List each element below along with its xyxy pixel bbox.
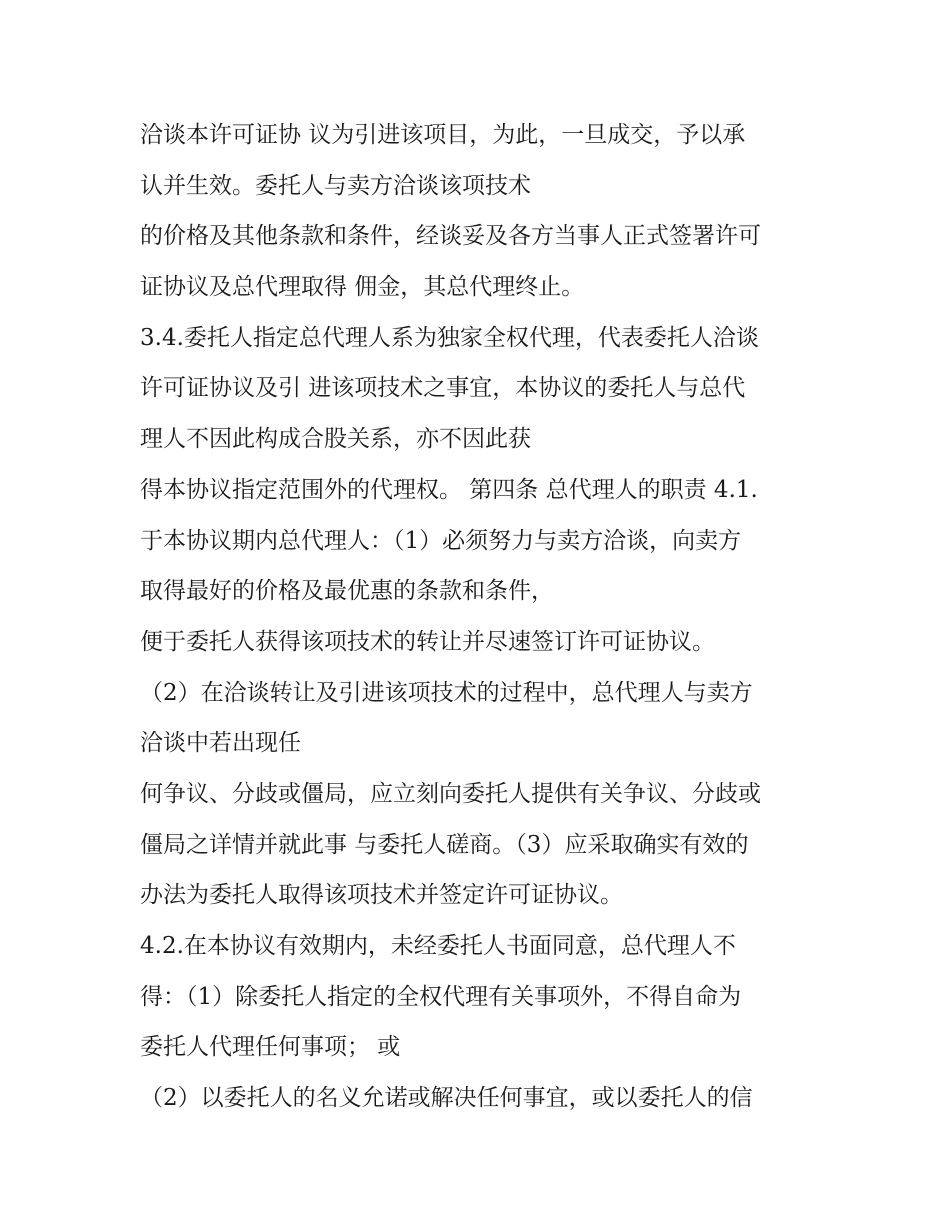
text-line: 委托人代理任何事项； 或 (140, 1034, 401, 1061)
text-line: 僵局之详情并就此事 与委托人磋商。（3）应采取确实有效的 (140, 831, 749, 858)
text-line: 洽谈中若出现任 (140, 730, 301, 757)
text-line: 取得最好的价格及最优惠的条款和条件， (140, 578, 554, 605)
text-line: 4.2.在本协议有效期内，未经委托人书面同意，总代理人不 (140, 933, 736, 959)
body-text (140, 110, 840, 1124)
text-line: 许可证协议及引 进该项技术之事宜，本协议的委托人与总代 (140, 375, 746, 402)
text-line: 于本协议期内总代理人：（1）必须努力与卖方洽谈，向卖方 (140, 527, 742, 554)
text-line: 的价格及其他条款和条件，经谈妥及各方当事人正式签署许可 (140, 223, 761, 250)
text-line: 便于委托人获得该项技术的转让并尽速签订许可证协议。 (140, 628, 715, 655)
text-line: 3.4.委托人指定总代理人系为独家全权代理，代表委托人洽谈 (140, 324, 759, 351)
text-line: 证协议及总代理取得 佣金，其总代理终止。 (140, 274, 585, 301)
text-line: 得：（1）除委托人指定的全权代理有关事项外，不得自命为 (140, 983, 742, 1010)
text-line: 认并生效。委托人与卖方洽谈该项技术 (140, 172, 531, 199)
text-line: （2）以委托人的名义允诺或解决任何事宜，或以委托人的信 (140, 1085, 753, 1112)
text-line: 洽谈本许可证协 议为引进该项目，为此，一旦成交，予以承 (140, 122, 746, 148)
text-line: 何争议、分歧或僵局，应立刻向委托人提供有关争议、分歧或 (140, 780, 761, 807)
text-line: 理人不因此构成合股关系，亦不因此获 (140, 426, 531, 453)
text-line: （2）在洽谈转让及引进该项技术的过程中，总代理人与卖方 (140, 679, 753, 706)
text-line: 得本协议指定范围外的代理权。 第四条 总代理人的职责 4.1. (140, 476, 758, 503)
text-line: 办法为委托人取得该项技术并签定许可证协议。 (140, 882, 623, 909)
